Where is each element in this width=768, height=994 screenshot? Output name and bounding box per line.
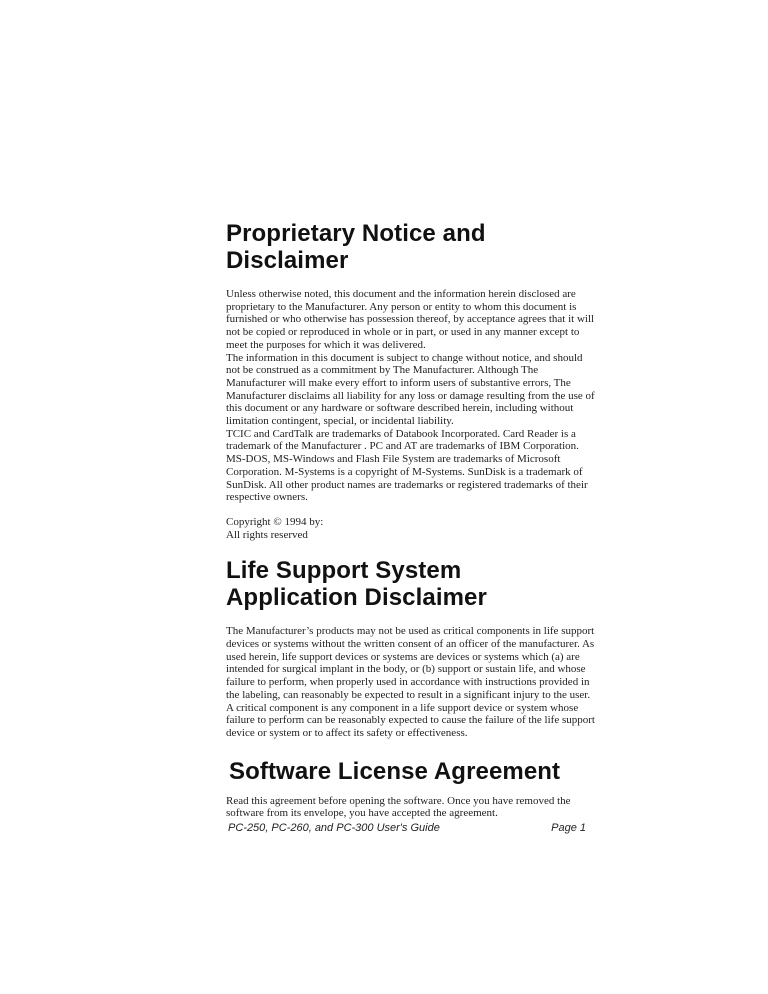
heading-software-license: Software License Agreement (229, 757, 561, 785)
heading-proprietary-notice: Proprietary Notice and Disclaimer (226, 220, 486, 274)
paragraph-software-license: Read this agreement before opening the software. Once you have removed the software from its envelope, you have accepted the agreement. (226, 794, 571, 820)
paragraph-information-change: The information in this document is subject to change without notice, and should not be construed as a commitment by The Manufacturer. Although The Manufacturer will make every effort to inform users of substantive errors, The Manufacturer disclaims all liability for any loss or damage resulting from the use of this document or any hardware or software described herein, including without limitation contingent, special, or incidental liability. (226, 351, 595, 428)
rights-reserved-line: All rights reserved (226, 528, 308, 541)
footer-page-number: Page 1 (551, 822, 586, 834)
copyright-line: Copyright © 1994 by: (226, 515, 324, 528)
page-footer (228, 822, 586, 834)
footer-document-title: PC-250, PC-260, and PC-300 User's Guide (228, 822, 440, 834)
paragraph-trademarks: TCIC and CardTalk are trademarks of Databook Incorporated. Card Reader is a trademark of the Manufacturer . PC and AT are trademarks of IBM Corporation. MS-DOS, MS-Windows and Flash File System are trademarks of Microsoft Corporation. M-Systems is a copyright of M-Systems. SunDisk is a trademark of SunDisk. All other product names are trademarks or registered trademarks of their respective owners. (226, 427, 588, 504)
heading-life-support: Life Support System Application Disclaimer (226, 557, 487, 612)
page-content (226, 220, 596, 820)
paragraph-proprietary: Unless otherwise noted, this document and the information herein disclosed are proprietary to the Manufacturer. Any person or entity to whom this document is furnished or who otherwise has possession thereof, by acceptance agrees that it will not be copied or reproduced in whole or in part, or used in any manner except to meet the purposes for which it was delivered. (226, 288, 595, 351)
paragraph-life-support: The Manufacturer’s products may not be used as critical components in life support devices or systems without the written consent of an officer of the manufacturer. As used herein, life support devices or systems are devices or systems which (a) are intended for surgical implant in the body, or (b) support or sustain life, and whose failure to perform, when properly used in accordance with instructions provided in the labeling, can reasonably be expected to result in a significant injury to the user. A critical component is any component in a life support device or system whose failure to perform can be reasonably expected to cause the failure of the life support device or system or to affect its safety or effectiveness. (226, 625, 595, 739)
